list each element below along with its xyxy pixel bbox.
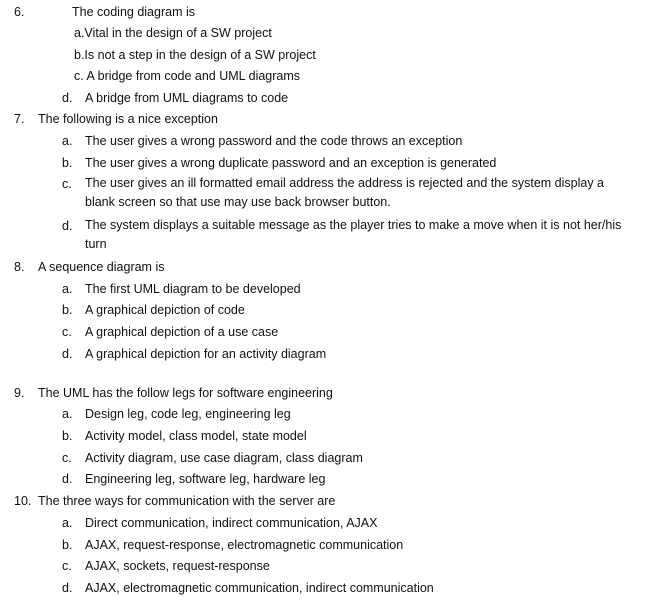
question-6-text: The coding diagram is: [72, 5, 195, 19]
question-7-option-b-text: The user gives a wrong duplicate password and an exception is generated: [85, 156, 497, 170]
question-8-option-d-label: d.: [62, 347, 73, 361]
question-9-option-b-text: Activity model, class model, state model: [85, 429, 307, 443]
question-9-option-a-label: a.: [62, 407, 73, 421]
question-8-option-a-text: The first UML diagram to be developed: [85, 282, 301, 296]
question-10-option-d-text: AJAX, electromagnetic communication, indirect communication: [85, 581, 434, 595]
question-9-text: The UML has the follow legs for software engineering: [38, 386, 333, 400]
question-8-text: A sequence diagram is: [38, 260, 165, 274]
question-7-text: The following is a nice exception: [38, 112, 218, 126]
question-10-option-a-text: Direct communication, indirect communication, AJAX: [85, 516, 378, 530]
question-8-option-d-text: A graphical depiction for an activity diagram: [85, 347, 327, 361]
question-10-option-c-label: c.: [62, 559, 72, 573]
question-7-option-c-label: c.: [62, 177, 72, 191]
question-10-option-a-label: a.: [62, 516, 73, 530]
question-6-option-a: a.Vital in the design of a SW project: [74, 26, 272, 40]
question-10-number: 10.: [14, 494, 32, 508]
question-9-number: 9.: [14, 386, 25, 400]
question-6-option-c: c. A bridge from code and UML diagrams: [74, 69, 301, 83]
question-7-option-d-label: d.: [62, 219, 73, 233]
question-9-option-d-label: d.: [62, 472, 73, 486]
question-7-option-d-text: The system displays a suitable message as the player tries to make a move when it is not her/his turn: [85, 218, 622, 251]
question-8-number: 8.: [14, 260, 25, 274]
question-9-option-c-label: c.: [62, 451, 72, 465]
question-6-option-b: b.Is not a step in the design of a SW project: [74, 48, 316, 62]
question-10-option-d-label: d.: [62, 581, 73, 595]
question-8-option-a-label: a.: [62, 282, 73, 296]
question-10-text: The three ways for communication with the server are: [38, 494, 336, 508]
question-7-option-b-label: b.: [62, 156, 73, 170]
question-7-option-a-label: a.: [62, 134, 73, 148]
question-6-option-d-label: d.: [62, 91, 73, 105]
question-10-option-b-label: b.: [62, 538, 73, 552]
question-10-option-c-text: AJAX, sockets, request-response: [85, 559, 270, 573]
question-6-option-d-text: A bridge from UML diagrams to code: [85, 91, 289, 105]
question-9-option-c-text: Activity diagram, use case diagram, class diagram: [85, 451, 363, 465]
question-8-option-b-label: b.: [62, 303, 73, 317]
question-8-option-c-label: c.: [62, 325, 72, 339]
question-8-option-c-text: A graphical depiction of a use case: [85, 325, 279, 339]
question-7-number: 7.: [14, 112, 25, 126]
question-6-number: 6.: [14, 5, 25, 19]
question-10-option-b-text: AJAX, request-response, electromagnetic communication: [85, 538, 404, 552]
question-9-option-a-text: Design leg, code leg, engineering leg: [85, 407, 291, 421]
question-7-option-c-text: The user gives an ill formatted email address the address is rejected and the system display a blank screen so that use may use back browser button.: [85, 176, 605, 209]
question-7-option-a-text: The user gives a wrong password and the code throws an exception: [85, 134, 463, 148]
question-9-option-d-text: Engineering leg, software leg, hardware leg: [85, 472, 326, 486]
question-8-option-b-text: A graphical depiction of code: [85, 303, 245, 317]
question-9-option-b-label: b.: [62, 429, 73, 443]
